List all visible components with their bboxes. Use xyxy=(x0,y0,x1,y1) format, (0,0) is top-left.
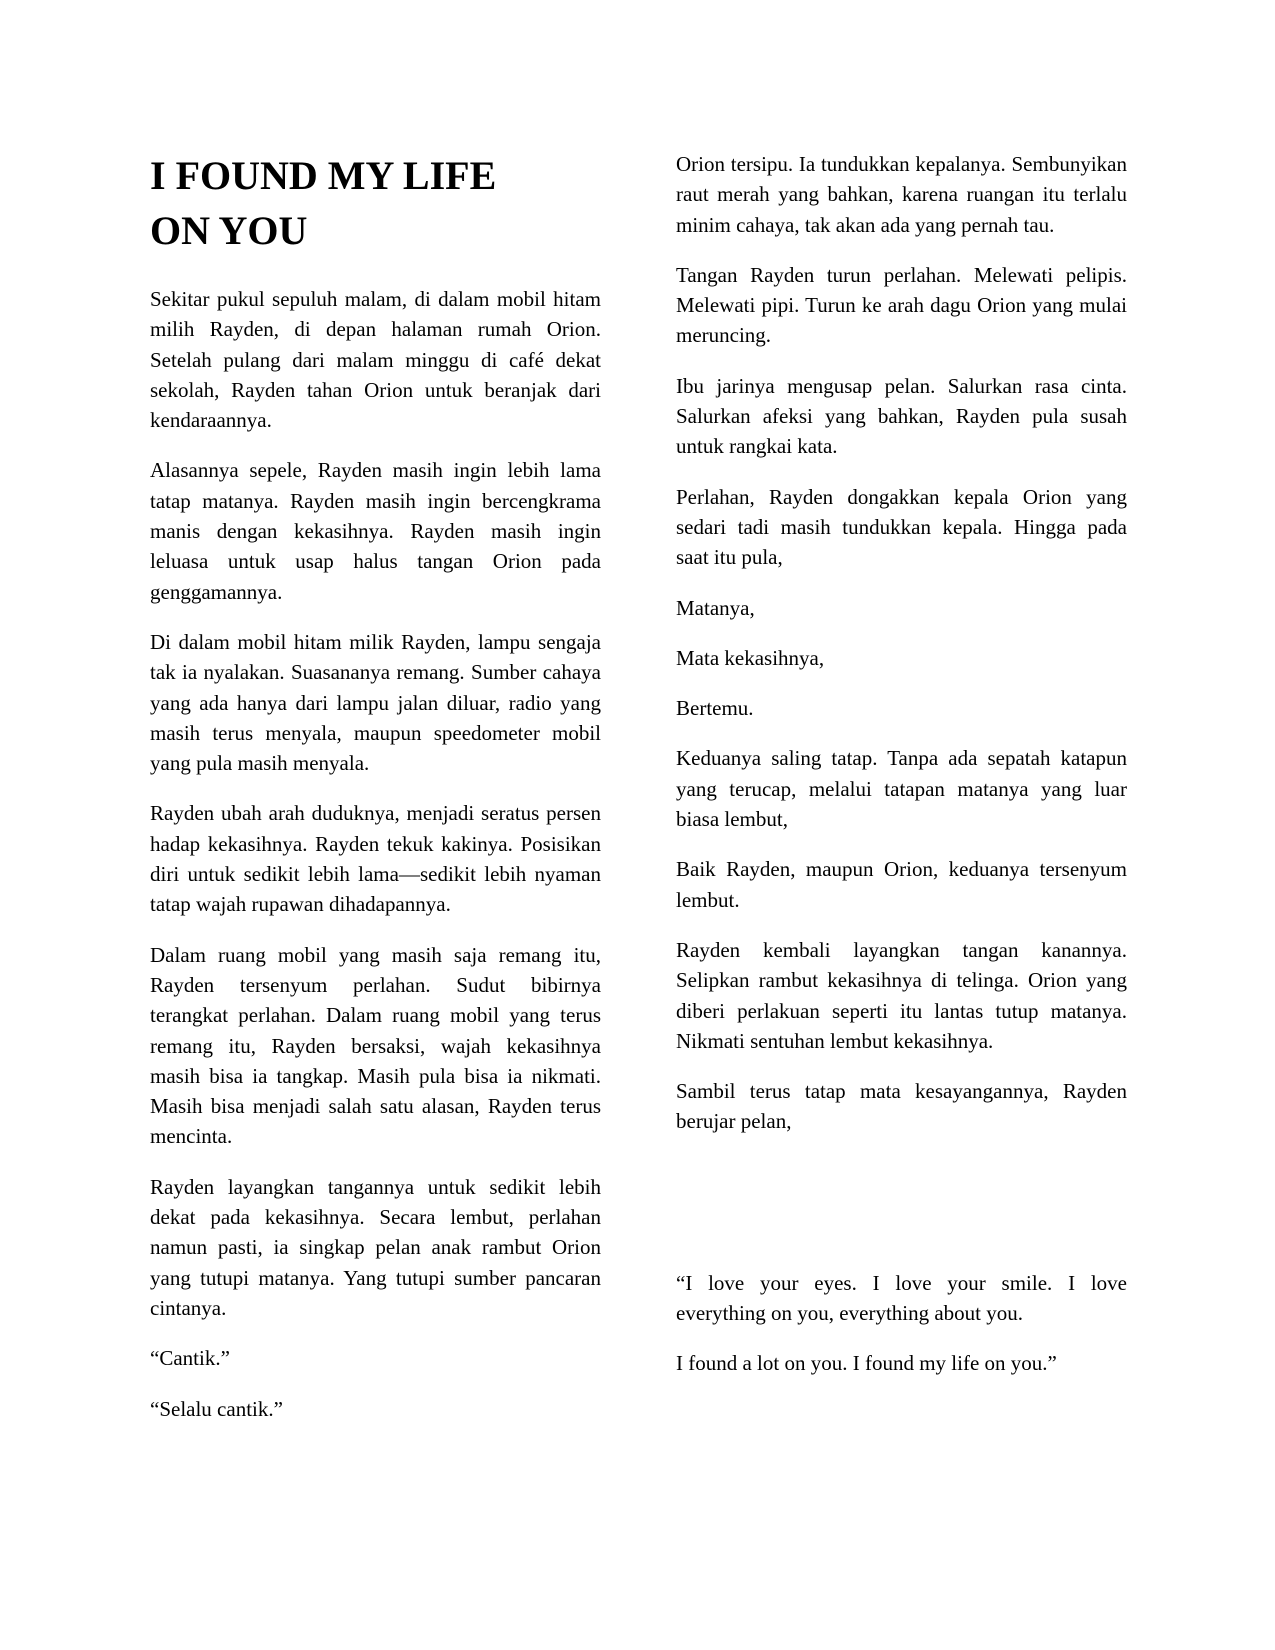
left-column xyxy=(150,148,601,1444)
dialogue-line: “Selalu cantik.” xyxy=(150,1396,283,1421)
blank-space xyxy=(676,1157,1127,1268)
paragraph: Sekitar pukul sepuluh malam, di dalam mobil hitam milih Rayden, di depan halaman rumah Orion. Setelah pulang dari malam minggu di café dekat sekolah, Rayden tahan Orion untuk beranjak dari kendaraannya. xyxy=(150,287,601,433)
paragraph: Tangan Rayden turun perlahan. Melewati pelipis. Melewati pipi. Turun ke arah dagu Orion yang mulai meruncing. xyxy=(676,262,1127,348)
quote-paragraph: “I love your eyes. I love your smile. I love everything on you, everything about you. xyxy=(676,1270,1127,1326)
paragraph: Rayden layangkan tangannya untuk sedikit lebih dekat pada kekasihnya. Secara lembut, perlahan namun pasti, ia singkap pelan anak rambut Orion yang tutupi matanya. Yang tutupi sumber pancaran cintanya. xyxy=(150,1174,601,1320)
paragraph: Baik Rayden, maupun Orion, keduanya tersenyum lembut. xyxy=(676,857,1127,912)
title-line-2: ON YOU xyxy=(150,208,308,253)
quote-paragraph: I found a lot on you. I found my life on you.” xyxy=(676,1351,1057,1376)
paragraph: Alasannya sepele, Rayden masih ingin lebih lama tatap matanya. Rayden masih ingin bercengkrama manis dengan kekasihnya. Rayden masih ingin leluasa untuk usap halus tangan Orion pada genggamannya. xyxy=(150,458,601,604)
paragraph: Rayden ubah arah duduknya, menjadi seratus persen hadap kekasihnya. Rayden tekuk kakinya. Posisikan diri untuk sedikit lebih lama—sedikit lebih nyaman tatap wajah rupawan dihadapannya. xyxy=(150,801,601,917)
story-title xyxy=(150,148,601,258)
paragraph: Mata kekasihnya, xyxy=(676,645,825,670)
paragraph: Rayden kembali layangkan tangan kanannya. Selipkan rambut kekasihnya di telinga. Orion yang diberi perlakuan seperti itu lantas tutup matanya. Nikmati sentuhan lembut kekasihnya. xyxy=(676,937,1127,1053)
paragraph: Ibu jarinya mengusap pelan. Salurkan rasa cinta. Salurkan afeksi yang bahkan, Rayden pula susah untuk rangkai kata. xyxy=(676,373,1127,459)
paragraph: Dalam ruang mobil yang masih saja remang itu, Rayden tersenyum perlahan. Sudut bibirnya terangkat perlahan. Dalam ruang mobil yang terus remang itu, Rayden bersaksi, wajah kekasihnya masih bisa ia tangkap. Masih pula bisa ia nikmati. Masih bisa menjadi salah satu alasan, Rayden terus mencinta. xyxy=(150,942,601,1149)
right-column xyxy=(676,149,1127,1399)
dialogue-line: “Cantik.” xyxy=(150,1346,230,1371)
paragraph: Keduanya saling tatap. Tanpa ada sepatah katapun yang terucap, melalui tatapan matanya yang luar biasa lembut, xyxy=(676,746,1127,832)
paragraph: Di dalam mobil hitam milik Rayden, lampu sengaja tak ia nyalakan. Suasananya remang. Sumber cahaya yang ada hanya dari lampu jalan diluar, radio yang masih terus menyala, maupun speedometer mobil yang pula masih menyala. xyxy=(150,629,601,776)
paragraph: Matanya, xyxy=(676,595,755,620)
title-line-1: I FOUND MY LIFE xyxy=(150,153,497,198)
paragraph: Sambil terus tatap mata kesayangannya, Rayden berujar pelan, xyxy=(676,1079,1127,1134)
paragraph: Orion tersipu. Ia tundukkan kepalanya. Sembunyikan raut merah yang bahkan, karena ruangan itu terlalu minim cahaya, tak akan ada yang pernah tau. xyxy=(676,152,1127,237)
paragraph: Perlahan, Rayden dongakkan kepala Orion yang sedari tadi masih tundukkan kepala. Hingga pada saat itu pula, xyxy=(676,484,1127,570)
paragraph: Bertemu. xyxy=(676,696,754,721)
